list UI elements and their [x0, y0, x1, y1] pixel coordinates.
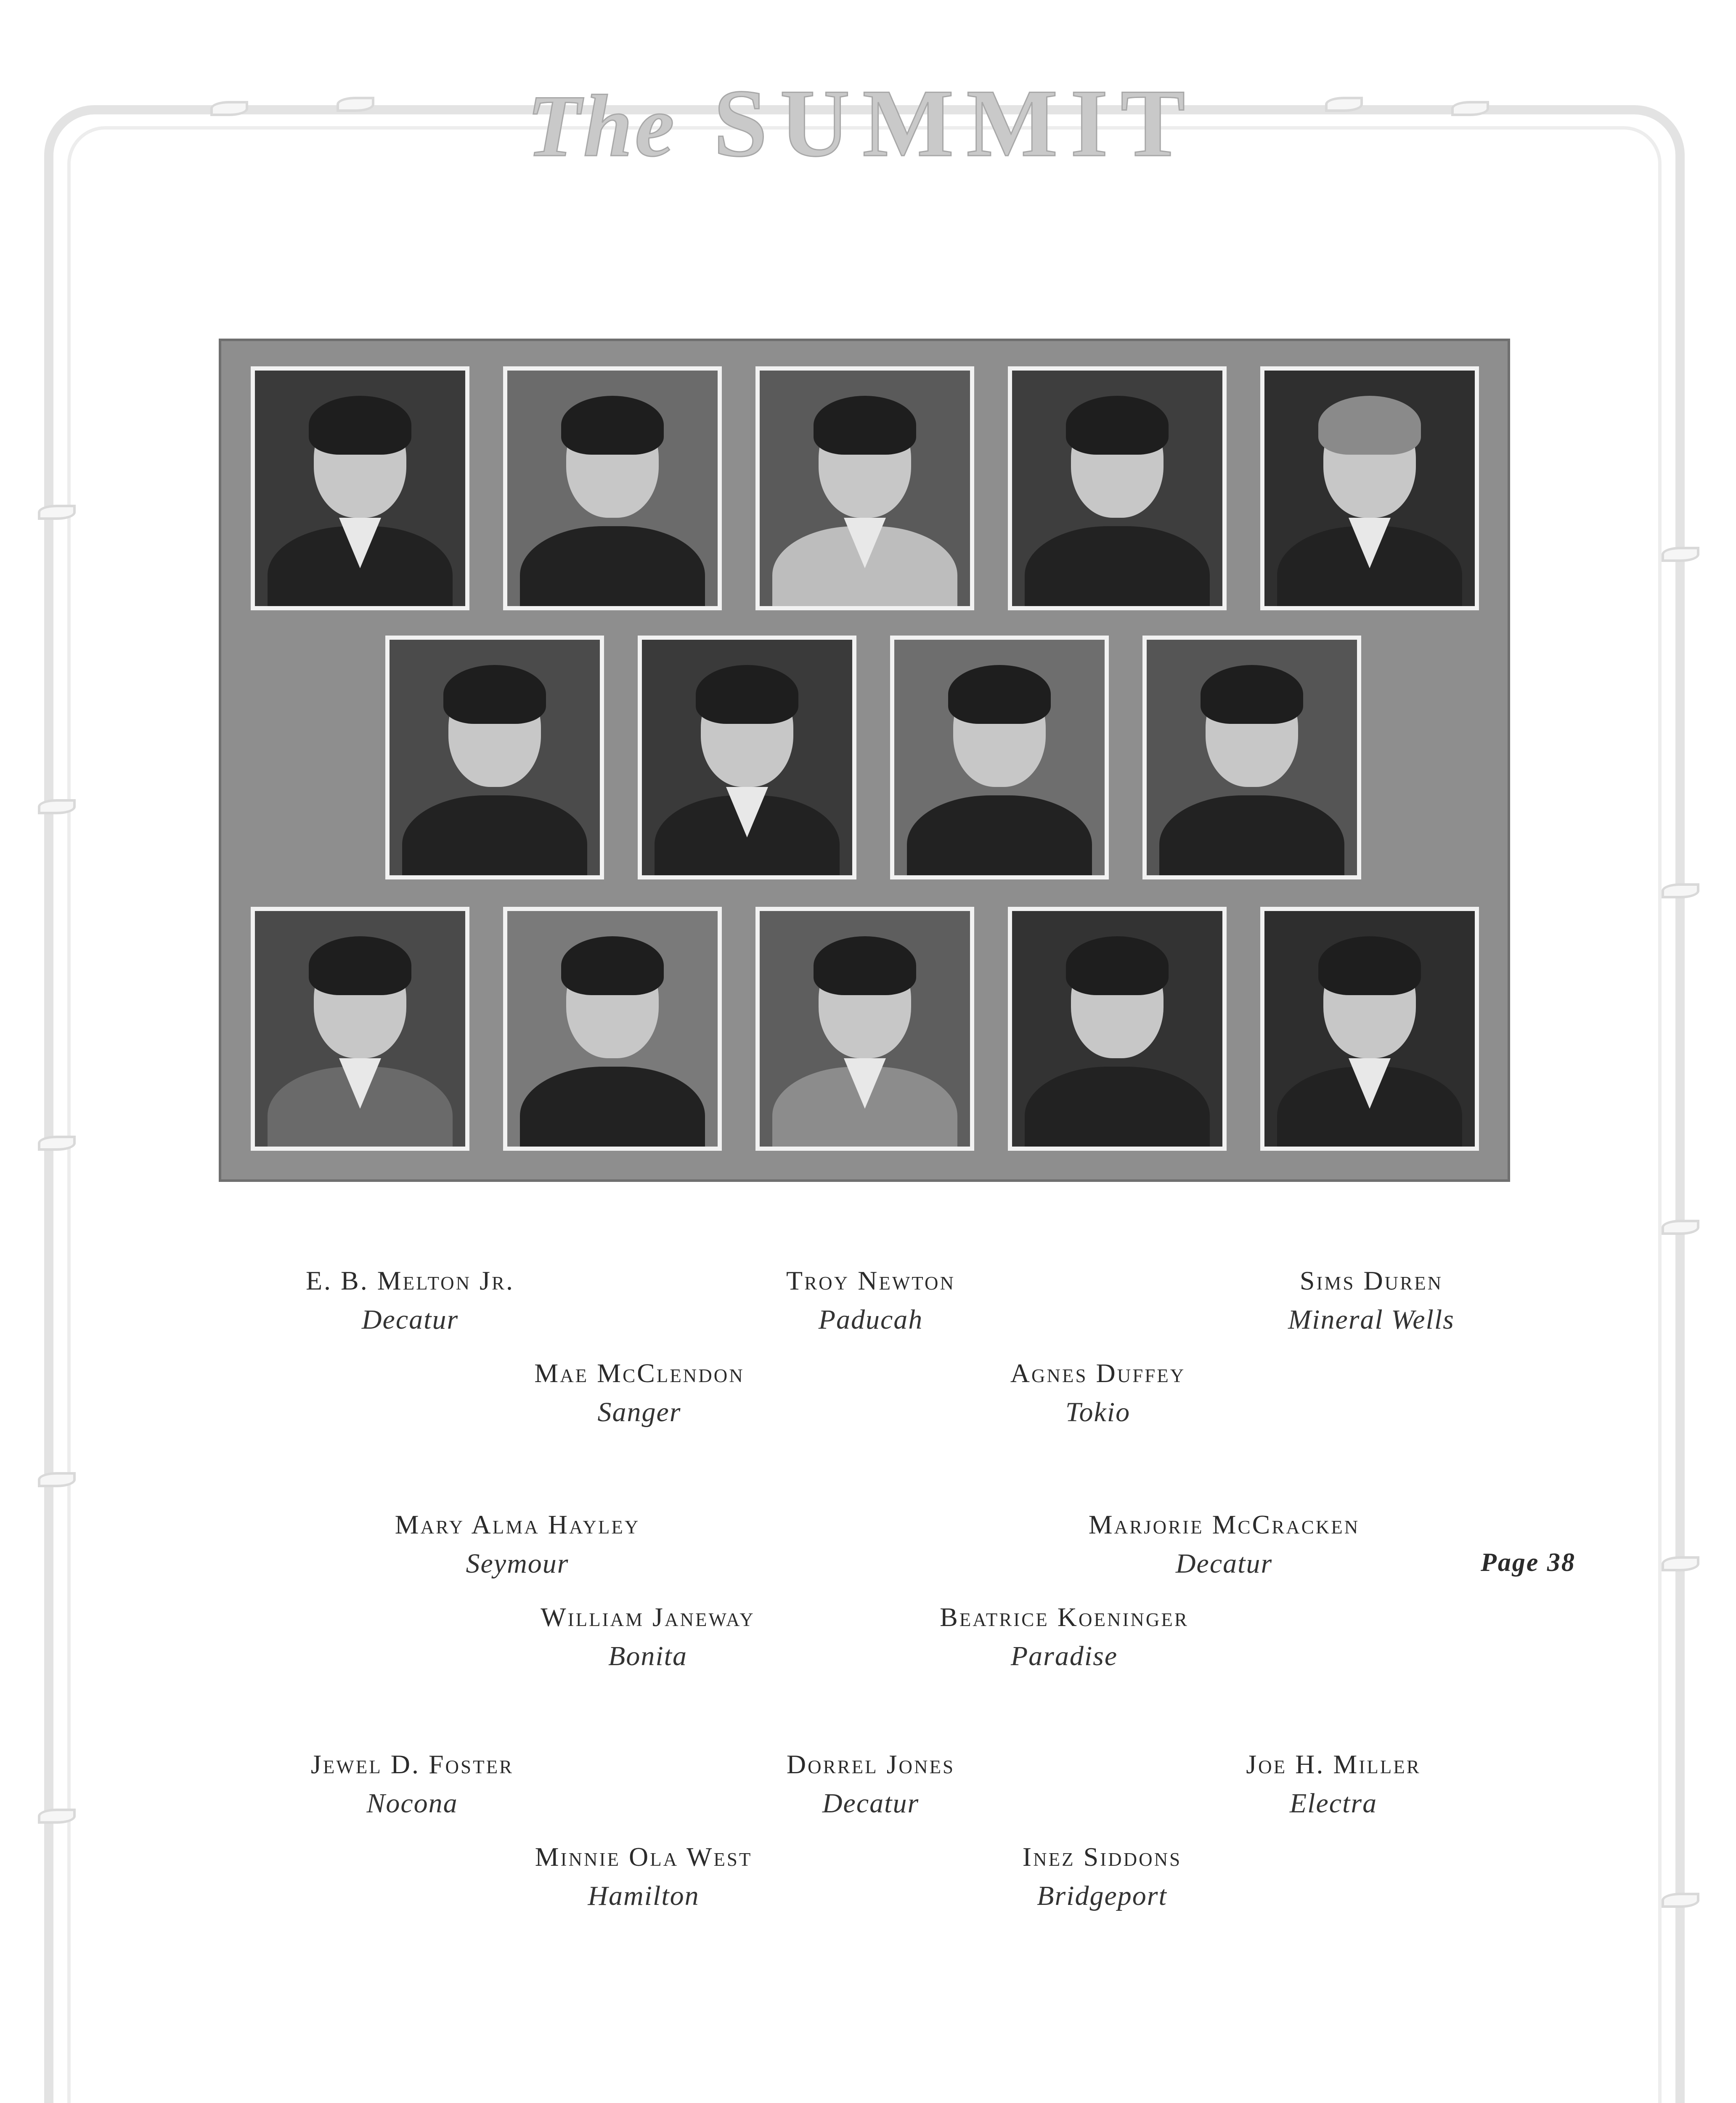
person-town: Bridgeport	[1037, 1881, 1167, 1911]
person-town: Seymour	[466, 1548, 569, 1579]
header-title	[484, 67, 1241, 179]
portrait-photo	[890, 636, 1109, 879]
caption-entry	[875, 1598, 1254, 1677]
person-town: Decatur	[822, 1788, 920, 1819]
caption-entry	[1144, 1745, 1523, 1824]
person-name: Troy Newton	[786, 1266, 955, 1295]
person-town: Paradise	[1010, 1641, 1118, 1671]
leaf-ornament-icon	[337, 97, 374, 112]
person-name: Minnie Ola West	[535, 1842, 753, 1872]
caption-entry	[223, 1745, 602, 1824]
person-name: William Janeway	[541, 1602, 755, 1632]
portrait-photo	[1008, 366, 1227, 610]
photo-mount	[219, 339, 1510, 1182]
portrait-photo	[503, 366, 722, 610]
caption-entry	[681, 1262, 1060, 1340]
caption-entry	[328, 1506, 707, 1584]
leaf-ornament-icon	[1325, 97, 1363, 112]
caption-entry	[454, 1838, 833, 1916]
leaf-ornament-icon	[38, 1472, 76, 1487]
leaf-ornament-icon	[210, 101, 248, 116]
page-number: Page 38	[1481, 1548, 1576, 1577]
header-title-prefix: The	[527, 77, 677, 175]
leaf-ornament-icon	[1662, 1220, 1699, 1235]
person-town: Sanger	[597, 1397, 681, 1428]
portrait-photo	[638, 636, 856, 879]
leaf-ornament-icon	[38, 799, 76, 814]
person-name: Joe H. Miller	[1246, 1749, 1421, 1779]
portrait-photo	[1260, 366, 1479, 610]
caption-entry	[681, 1745, 1060, 1824]
leaf-ornament-icon	[1662, 1556, 1699, 1571]
person-name: Beatrice Koeninger	[940, 1602, 1189, 1632]
caption-entry	[221, 1262, 599, 1340]
person-name: Sims Duren	[1299, 1266, 1443, 1295]
leaf-ornament-icon	[38, 505, 76, 520]
person-name: Mae McClendon	[534, 1358, 745, 1388]
leaf-ornament-icon	[38, 1809, 76, 1824]
person-name: E. B. Melton Jr.	[305, 1266, 515, 1295]
page-header	[484, 50, 1241, 177]
person-name: Mary Alma Hayley	[395, 1510, 640, 1539]
portrait-photo	[503, 907, 722, 1151]
caption-entry	[450, 1354, 829, 1433]
caption-entry	[913, 1838, 1291, 1916]
caption-entry	[1182, 1262, 1561, 1340]
portrait-photo	[251, 366, 469, 610]
caption-entry	[1035, 1506, 1413, 1584]
person-town: Tokio	[1065, 1397, 1131, 1428]
person-name: Agnes Duffey	[1010, 1358, 1186, 1388]
person-name: Dorrel Jones	[786, 1749, 955, 1779]
leaf-ornament-icon	[1451, 101, 1489, 116]
person-town: Electra	[1289, 1788, 1378, 1819]
person-town: Decatur	[361, 1304, 459, 1335]
person-town: Mineral Wells	[1288, 1304, 1455, 1335]
leaf-ornament-icon	[1662, 883, 1699, 898]
person-name: Marjorie McCracken	[1088, 1510, 1360, 1539]
leaf-ornament-icon	[38, 1136, 76, 1151]
portrait-photo	[755, 907, 974, 1151]
leaf-ornament-icon	[1662, 1893, 1699, 1908]
person-town: Decatur	[1175, 1548, 1273, 1579]
person-town: Paducah	[818, 1304, 923, 1335]
caption-entry	[459, 1598, 837, 1677]
portrait-photo	[1260, 907, 1479, 1151]
portrait-photo	[385, 636, 604, 879]
caption-entry	[909, 1354, 1287, 1433]
person-town: Nocona	[366, 1788, 458, 1819]
person-name: Inez Siddons	[1022, 1842, 1182, 1872]
portrait-photo	[755, 366, 974, 610]
person-name: Jewel D. Foster	[310, 1749, 514, 1779]
portrait-photo	[1142, 636, 1361, 879]
leaf-ornament-icon	[1662, 547, 1699, 562]
person-town: Bonita	[608, 1641, 687, 1671]
person-town: Hamilton	[588, 1881, 700, 1911]
portrait-photo	[251, 907, 469, 1151]
portrait-photo	[1008, 907, 1227, 1151]
header-title-main: SUMMIT	[713, 69, 1198, 177]
